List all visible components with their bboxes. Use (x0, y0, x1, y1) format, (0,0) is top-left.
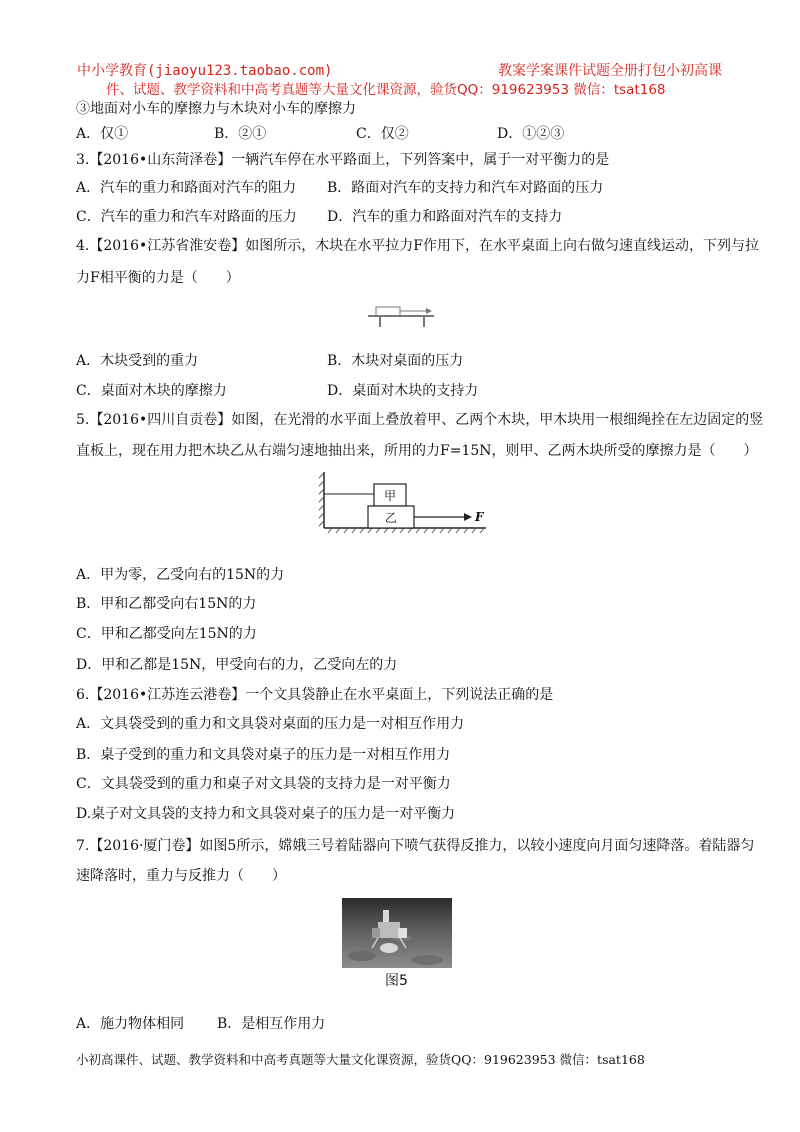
q7-stem-line2: 速降落时，重力与反推力（ ） (76, 868, 286, 884)
header-right-line2: 件、试题、教学资料和中高考真题等大量文化课资源，验货QQ：919623953 微信：tsat168 (106, 82, 666, 98)
q3-option-c: C．汽车的重力和汽车对路面的压力 (76, 209, 297, 225)
q5-label-yi: 乙 (384, 511, 398, 525)
header-right-line1: 教案学案课件试题全册打包小初高课 (498, 63, 722, 79)
q5-stem-line2: 直板上，现在用力把木块乙从右端匀速地抽出来，所用的力F=15N，则甲、乙两木块所受的摩擦力是（ ） (76, 443, 758, 459)
q2-option-b: B．②① (214, 126, 267, 142)
q6-option-a: A．文具袋受到的重力和文具袋对桌面的压力是一对相互作用力 (76, 716, 465, 732)
header-left: 中小学教育(jiaoyu123.taobao.com) (77, 63, 333, 79)
q3-option-d: D．汽车的重力和路面对汽车的支持力 (327, 209, 563, 225)
q7-option-a: A．施力物体相同 (76, 1016, 185, 1032)
q5-stem-line1: 5.【2016•四川自贡卷】如图，在光滑的水平面上叠放着甲、乙两个木块，甲木块用一根细绳拴在左边固定的竖 (76, 412, 764, 428)
q4-stem-line2: 力F相平衡的力是（ ） (76, 270, 240, 286)
q6-option-c: C．文具袋受到的重力和桌子对文具袋的支持力是一对平衡力 (76, 776, 451, 792)
q3-option-a: A．汽车的重力和路面对汽车的阻力 (76, 180, 297, 196)
q5-label-force: F (475, 510, 484, 524)
q5-option-b: B．甲和乙都受向右15N的力 (76, 596, 257, 612)
q4-option-a: A．木块受到的重力 (76, 353, 199, 369)
q2-option-c: C．仅② (356, 126, 409, 142)
q4-option-c: C．桌面对木块的摩擦力 (76, 383, 227, 399)
page-footer: 小初高课件、试题、教学资料和中高考真题等大量文化课资源，验货QQ：919623953 微信：tsat168 (76, 1052, 645, 1067)
q6-stem: 6.【2016•江苏连云港卷】一个文具袋静止在水平桌面上，下列说法正确的是 (76, 687, 554, 703)
q5-option-c: C．甲和乙都受向左15N的力 (76, 626, 257, 642)
q6-option-d: D.桌子对文具袋的支持力和文具袋对桌子的压力是一对平衡力 (76, 806, 456, 822)
q7-option-b: B．是相互作用力 (217, 1016, 326, 1032)
q4-stem-line1: 4.【2016•江苏省淮安卷】如图所示，木块在水平拉力F作用下，在水平桌面上向右做匀速直线运动，下列与拉 (76, 238, 759, 254)
q6-option-b: B．桌子受到的重力和文具袋对桌子的压力是一对相互作用力 (76, 747, 451, 763)
q5-label-jia: 甲 (383, 489, 397, 503)
q2-statement-3: ③地面对小车的摩擦力与木块对小车的摩擦力 (76, 101, 356, 117)
q5-option-a: A．甲为零，乙受向右的15N的力 (76, 567, 285, 583)
q2-option-a: A．仅① (76, 126, 129, 142)
q7-lunar-lander-photo (342, 898, 452, 968)
q3-stem: 3.【2016•山东菏泽卷】一辆汽车停在水平路面上，下列答案中，属于一对平衡力的是 (76, 152, 610, 168)
q4-option-b: B．木块对桌面的压力 (327, 353, 464, 369)
q4-figure-block-on-table (366, 295, 436, 329)
q5-option-d: D．甲和乙都是15N，甲受向右的力，乙受向左的力 (76, 657, 398, 673)
q4-option-d: D．桌面对木块的支持力 (327, 383, 479, 399)
q3-option-b: B．路面对汽车的支持力和汽车对路面的压力 (327, 180, 604, 196)
q7-figure-caption: 图5 (385, 973, 408, 989)
q5-figure-stacked-blocks (318, 470, 490, 534)
q2-option-d: D．①②③ (497, 126, 565, 142)
q7-stem-line1: 7.【2016·厦门卷】如图5所示，嫦娥三号着陆器向下喷气获得反推力，以较小速度向月面匀速降落。着陆器匀 (76, 838, 755, 854)
